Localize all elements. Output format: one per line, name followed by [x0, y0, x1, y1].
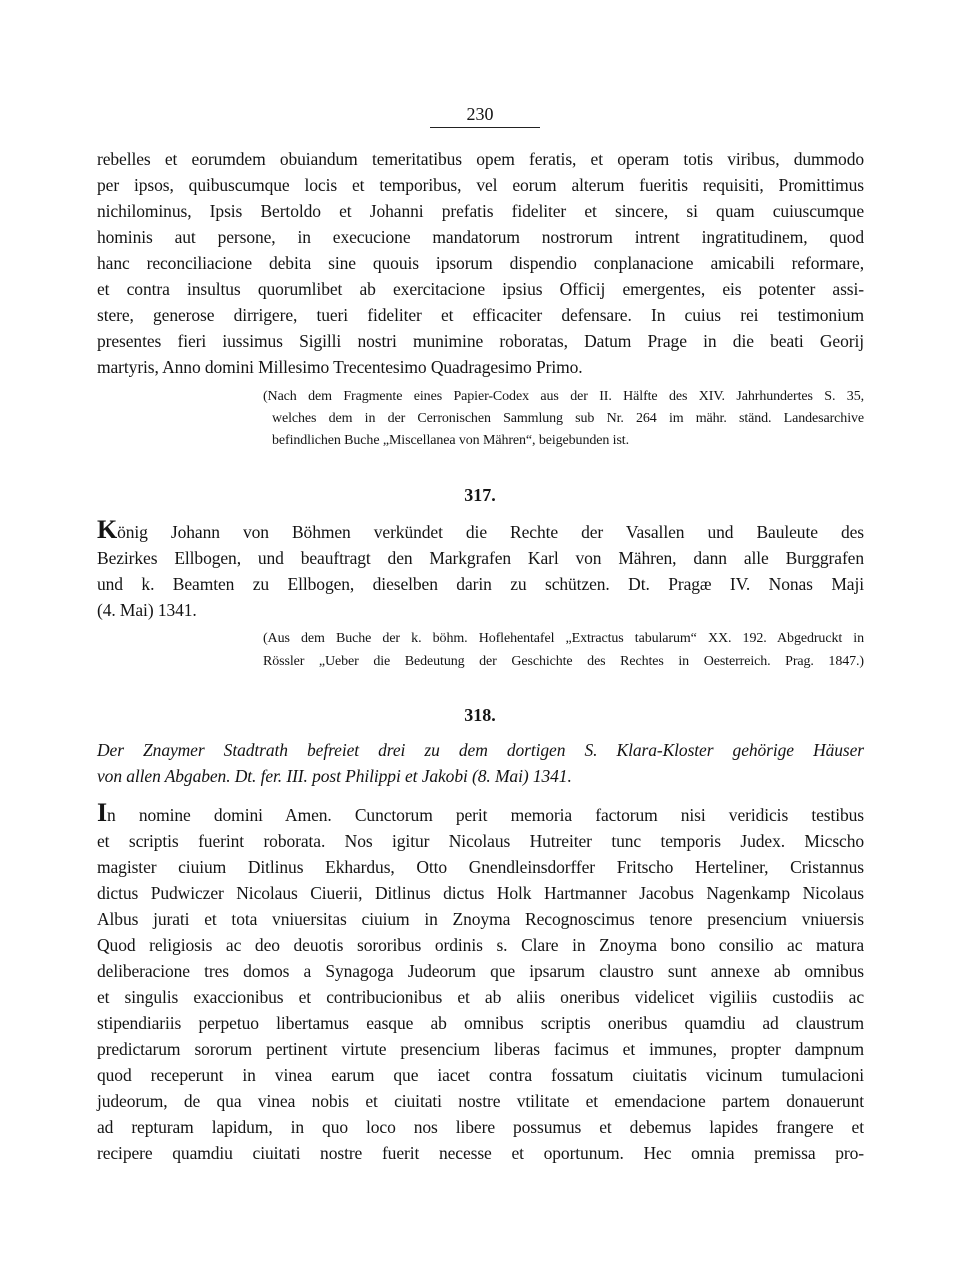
- text-line: hominis aut persone, in execucione mandatorum nostrorum intrent ingratitudinem, quod: [97, 227, 864, 247]
- text-span: n nomine domini Amen. Cunctorum perit memoria factorum nisi veridicis testibus: [107, 805, 864, 825]
- text-line: predictarum sororum pertinent virtute presencium liberas facimus et immunes, propter dampnum: [97, 1039, 864, 1059]
- text-line: Quod religiosis ac deo deuotis sororibus ordinis s. Clare in Znoyma bono consilio ac matura: [97, 935, 864, 955]
- text-line: recipere quamdiu ciuitati nostre fuerit necesse et oportunum. Hec omnia premissa pro-: [97, 1143, 864, 1163]
- text-line: dictus Pudwiczer Nicolaus Ciuerii, Ditlinus dictus Holk Hartmanner Jacobus Nagenkamp Nicolaus: [97, 883, 864, 903]
- text-line: Albus jurati et tota vniuersitas ciuium in Znoyma Recognoscimus tenore presencium vniuersis: [97, 909, 864, 929]
- text-line: quod receperunt in vinea earum que iacet contra fossatum ciuitatis vicinum tumulacioni: [97, 1065, 864, 1085]
- text-span: önig Johann von Böhmen verkündet die Rechte der Vasallen und Bauleute des: [117, 522, 864, 542]
- note-line: (Aus dem Buche der k. böhm. Hoflehentafel „Extractus tabularum“ XX. 192. Abgedruckt in: [263, 631, 864, 646]
- text-line: [97, 515, 864, 544]
- text-line: magister ciuium Ditlinus Ekhardus, Otto Gnendleinsdorffer Fritscho Herteliner, Cristannus: [97, 857, 864, 877]
- doc-number-318: 318.: [464, 705, 496, 725]
- text-line: Bezirkes Ellbogen, und beauftragt den Markgrafen Karl von Mähren, dann alle Burggrafen: [97, 548, 864, 568]
- text-line: und k. Beamten zu Ellbogen, dieselben darin zu schützen. Dt. Pragæ IV. Nonas Maji: [97, 574, 864, 594]
- text-line: judeorum, de qua vinea nobis et ciuitati nostre vtilitate et emendacione partem donauerunt: [97, 1091, 864, 1111]
- text-line: [97, 798, 864, 827]
- text-line: ad repturam lapidum, in quo loco nos libere possumus et debemus lapides frangere et: [97, 1117, 864, 1137]
- text-line: et contra insultus quorumlibet ab exercitacione ipsius Officij emergentes, eis potenter assi-: [97, 279, 864, 299]
- note-line: befindlichen Buche „Miscellanea von Mähren“, beigebunden ist.: [272, 433, 629, 448]
- summary-line: Der Znaymer Stadtrath befreiet drei zu dem dortigen S. Klara-Kloster gehörige Häuser: [97, 740, 864, 760]
- doc-number-317: 317.: [464, 485, 496, 505]
- text-line: stere, generose dirrigere, tueri fideliter et efficaciter defensare. In cuius rei testimonium: [97, 305, 864, 325]
- note-line: welches dem in der Cerronischen Sammlung sub Nr. 264 im mähr. ständ. Landesarchive: [272, 411, 864, 426]
- text-line: nichilominus, Ipsis Bertoldo et Johanni prefatis fideliter et sincere, si quam cuiuscumque: [97, 201, 864, 221]
- text-line: rebelles et eorumdem obuiandum temeritatibus opem feratis, et operam totis viribus, dummodo: [97, 149, 864, 169]
- dropcap: I: [97, 798, 108, 827]
- note-line: (Nach dem Fragmente eines Papier-Codex aus der II. Hälfte des XIV. Jahrhundertes S. 35,: [263, 389, 864, 404]
- text-line: hanc reconciliacione debita sine quouis ipsorum dispendio conplanacione amicabili reformare,: [97, 253, 864, 273]
- note-line: Rössler „Ueber die Bedeutung der Geschichte des Rechtes in Oesterreich. Prag. 1847.): [263, 654, 864, 669]
- text-line: stipendiariis perpetuo libertamus easque ab omnibus scriptis oneribus quamdiu ad claustrum: [97, 1013, 864, 1033]
- text-line: per ipsos, quibuscumque locis et temporibus, vel eorum alterum fueritis requisiti, Promittimus: [97, 175, 864, 195]
- summary-line: von allen Abgaben. Dt. fer. III. post Philippi et Jakobi (8. Mai) 1341.: [97, 766, 572, 786]
- text-line: et singulis exaccionibus et contribucionibus et ab aliis oneribus videlicet vigiliis custodiis ac: [97, 987, 864, 1007]
- page-number: 230: [466, 104, 494, 124]
- text-line: et scriptis fuerint roborata. Nos igitur Nicolaus Hutreiter tunc temporis Judex. Micscho: [97, 831, 864, 851]
- text-line: deliberacione tres domos a Synagoga Judeorum que ipsarum claustro sunt annexe ab omnibus: [97, 961, 864, 981]
- text-line: (4. Mai) 1341.: [97, 600, 197, 620]
- text-line: presentes fieri iussimus Sigilli nostri munimine roboratas, Datum Prage in die beati Georij: [97, 331, 864, 351]
- header-rule: [430, 127, 540, 128]
- text-line: martyris, Anno domini Millesimo Trecentesimo Quadragesimo Primo.: [97, 357, 583, 377]
- dropcap: K: [97, 515, 118, 544]
